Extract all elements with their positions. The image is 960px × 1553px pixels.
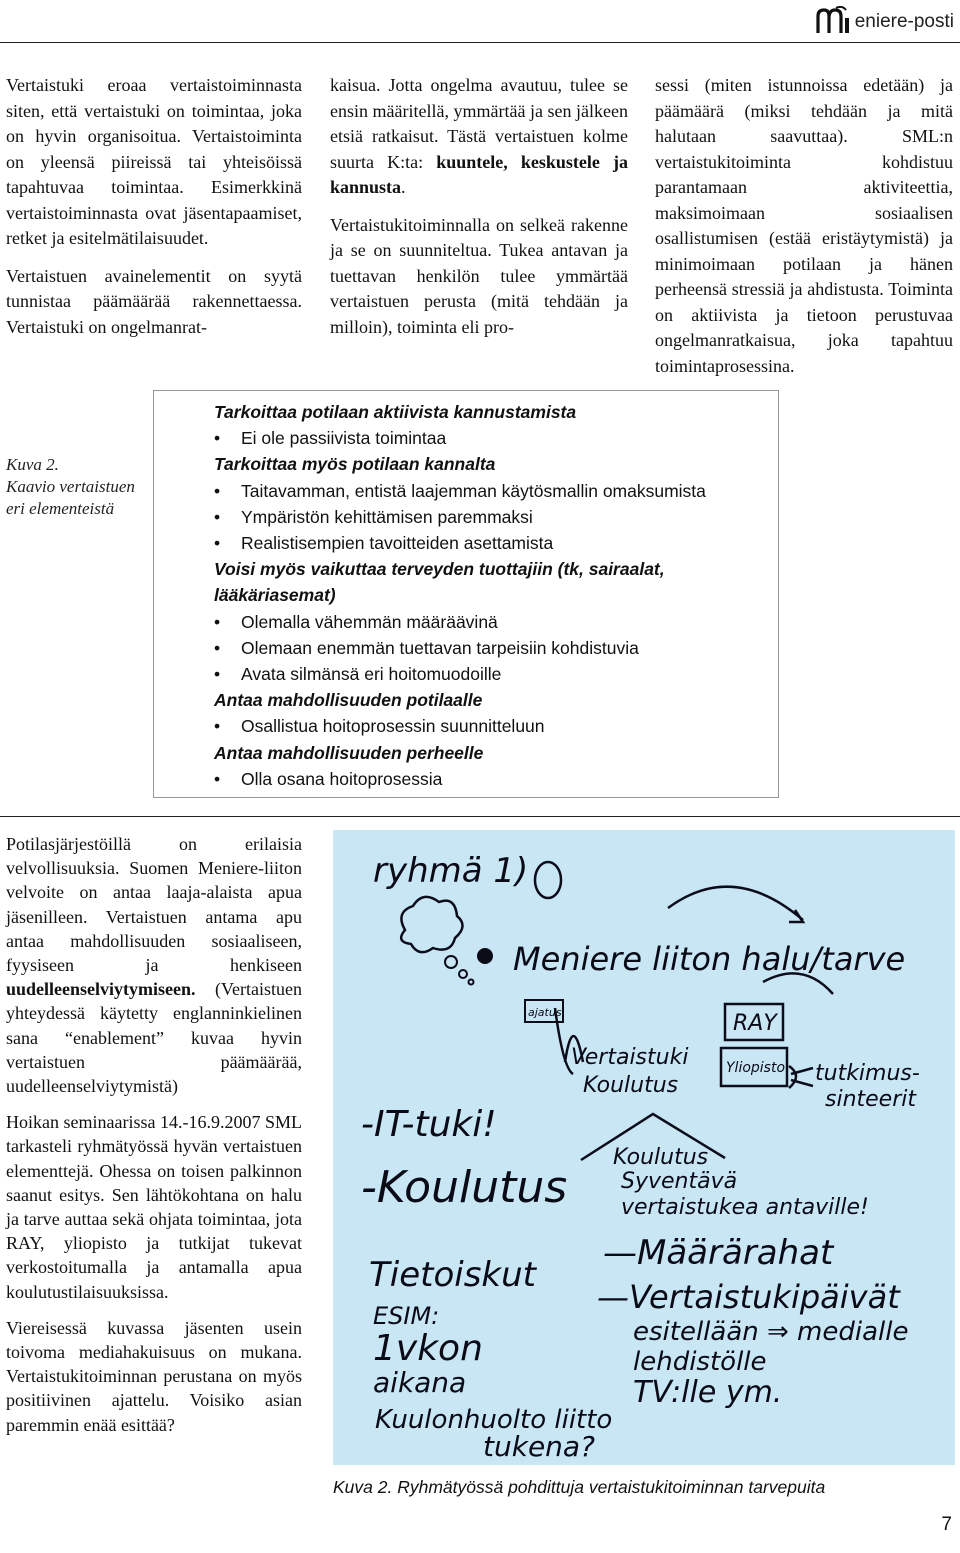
brand-logo — [816, 6, 954, 34]
hw-bullet-dot-icon — [477, 948, 493, 964]
section-rule — [0, 816, 960, 817]
box-heading: Tarkoittaa potilaan aktiivista kannustamista — [214, 402, 577, 422]
hw-thought-bubble-icon — [401, 897, 462, 952]
box-bullet-item: • Osallistua hoitoprosessin suunnitteluun — [214, 713, 764, 739]
hw-kuulonhuolto: Kuulonhuolto liitto — [375, 1405, 613, 1435]
paragraph: sessi (miten istunnoissa edetään) ja päämäärä (miksi tehdään ja mitä halutaan saavuttaa). SML:n vertaistukitoiminta kohdistuu parantamaan aktiviteettia, maksimoimaan sosiaalisen osallistumisen (estää eristäytymistä) ja minimoimaan potilaan ja hänen perheensä stressiä ja ahdistusta. Toiminta on aktiivista ja tietoon perustuvaa ongelmanratkaisua, joka tapahtuu toimintaprosessina. — [655, 75, 953, 376]
box-heading: Antaa mahdollisuuden potilaalle — [214, 690, 483, 711]
hw-circle-icon — [535, 862, 561, 898]
hw-vertaistukea: vertaistukea antaville! — [621, 1195, 869, 1220]
hw-ray: RAY — [733, 1011, 777, 1036]
box-heading: Antaa mahdollisuuden perheelle — [214, 742, 484, 763]
paragraph: Vertaistuki eroaa vertaistoiminnasta siten, että vertaistuki on toimintaa, joka on hyvin organisoitua. Vertaistoiminta on yleensä piireissä tai yhteisöissä tapahtuvaa toimintaa. Esimerkkinä vertaistoiminnasta ovat jäsentapaamiset, retket ja esitelmätilaisuudet. — [6, 75, 302, 248]
box-heading: Tarkoittaa myös potilaan kannalta — [214, 454, 496, 475]
hw-esitellaan: esitellään ⇒ medialle — [633, 1317, 909, 1347]
hw-koulutus-small: Koulutus — [583, 1073, 679, 1098]
box-bullet-item: • Realistisempien tavoitteiden asettamista — [214, 530, 764, 556]
bold-word: uudelleenselviytymiseen. — [6, 979, 196, 1000]
caption-label: Kuva 2. — [6, 455, 59, 474]
paragraph: kaisua. Jotta ongelma avautuu, tulee se ensin määritellä, ymmärtää ja sen jälkeen etsiä ratkaisut. Tästä vertaistuen kolme suurta K:ta: kuuntele, keskustele ja kannusta. — [330, 75, 628, 197]
poster-drawing — [333, 830, 955, 1465]
hw-aikana: aikana — [373, 1366, 467, 1399]
top-column-1 — [6, 73, 302, 340]
hw-synteesit: sinteerit — [825, 1087, 916, 1112]
hw-tv: TV:lle ym. — [633, 1375, 783, 1410]
box-bullet-item: • Ympäristön kehittämisen paremmaksi — [214, 504, 764, 530]
box-bullet-item: • Olemaan enemmän tuettavan tarpeisiin kohdistuvia — [214, 635, 764, 661]
box-bullet-item: • Olemalla vähemmän määräävinä — [214, 609, 764, 635]
box-bullet-item: • Olla osana hoitoprosessia — [214, 766, 764, 792]
hw-bubble-label: ajatus — [528, 1006, 562, 1019]
photo-caption: Kuva 2. Ryhmätyössä pohdittuja vertaistukitoiminnan tarvepuita — [333, 1477, 826, 1497]
hw-yliopisto: Yliopisto — [726, 1060, 786, 1076]
logo-text: eniere-posti — [854, 11, 954, 32]
elements-box — [153, 390, 779, 798]
hw-syventava: Syventävä — [621, 1169, 738, 1194]
paragraph: Potilasjärjestöillä on erilaisia velvollisuuksia. Suomen Meniere-liiton velvoite on antaa laaja-alaista apua jäsenilleen. Vertaistuen antama apu antaa mahdollisuuden sosiaaliseen, fyysiseen ja henkiseen uudelleenselviytymiseen. (Vertaistuen yhteydessä käytetty englanninkielinen sana “enablement” kuvaa hyvin vertaistuen päämäärää, uudelleenselviytymistä) — [6, 834, 302, 1097]
header-rule — [0, 42, 960, 43]
hw-yvkon: 1vkon — [373, 1328, 483, 1369]
box-bullet-item: • Avata silmänsä eri hoitomuodoille — [214, 661, 764, 687]
logo-m-icon — [816, 6, 854, 34]
box-bullet-item: • Ei ole passiivista toimintaa — [214, 425, 764, 451]
hw-tietoiskut: Tietoiskut — [369, 1255, 536, 1295]
hw-koulutus-big: -Koulutus — [361, 1162, 568, 1213]
top-column-3 — [655, 73, 953, 379]
hw-group: ryhmä 1) — [373, 851, 529, 891]
paragraph: Viereisessä kuvassa jäsenten usein toivoma mediahakuisuus on mukana. Vertaistukitoiminnan perustana on myös positiivinen ajattelu. Voisiko asian paremmin enää esittää? — [6, 1317, 302, 1435]
hw-tutkimus: tutkimus- — [815, 1061, 920, 1086]
box-heading: Voisi myös vaikuttaa terveyden tuottajiin (tk, sairaalat, lääkäriasemat) — [214, 559, 665, 606]
hw-main-title: Meniere liiton halu/tarve — [513, 940, 906, 978]
hw-vertaistuki: Vertaistuki — [571, 1045, 689, 1070]
caption-text: Kaavio vertaistuen eri elementeistä — [6, 477, 135, 518]
hw-it-tuki: -IT-tuki! — [361, 1104, 497, 1145]
hw-tukena: tukena? — [483, 1430, 595, 1463]
hw-arrow-icon — [668, 887, 803, 920]
hw-esim: ESIM: — [373, 1302, 440, 1330]
figure-side-caption — [6, 454, 136, 520]
hw-maararahat: —Määrärahat — [603, 1233, 834, 1273]
page-number: 7 — [941, 1514, 952, 1535]
paragraph: Hoikan seminaarissa 14.-16.9.2007 SML tarkasteli ryhmätyössä hyvän vertaistuen elementtejä. Ohessa on toisen palkinnon saanut esitys. Sen lähtökohtana on halu ja tarve auttaa sekä ohjata toimintaa, jota RAY, yliopisto ja tutkijat tukevat verkostoitumalla ja antamalla apua koulutustilaisuuksissa. — [6, 1112, 302, 1302]
paragraph: Vertaistuen avainelementit on syytä tunnistaa päämäärää rakennettaessa. Vertaistuki on ongelmanrat- — [6, 265, 302, 337]
box-bullet-item: • Taitavamman, entistä laajemman käytösmallin omaksumista — [214, 478, 764, 504]
top-column-2 — [330, 73, 628, 340]
handwritten-poster-photo — [333, 830, 955, 1465]
hw-lehdistolle: lehdistölle — [633, 1347, 767, 1377]
bold-phrase: kuuntele, keskustele ja kannusta — [330, 151, 628, 197]
hw-koulutus-house: Koulutus — [613, 1145, 709, 1170]
hw-vertaistukipaivat: —Vertaistukipäivät — [597, 1278, 900, 1316]
bottom-column — [6, 832, 302, 1437]
paragraph: Vertaistukitoiminnalla on selkeä rakenne ja se on suunniteltua. Tukea antavan ja tuettavan henkilön tulee ymmärtää vertaistuen perusta (mitä tehdään ja milloin), toiminta eli pro- — [330, 214, 628, 337]
